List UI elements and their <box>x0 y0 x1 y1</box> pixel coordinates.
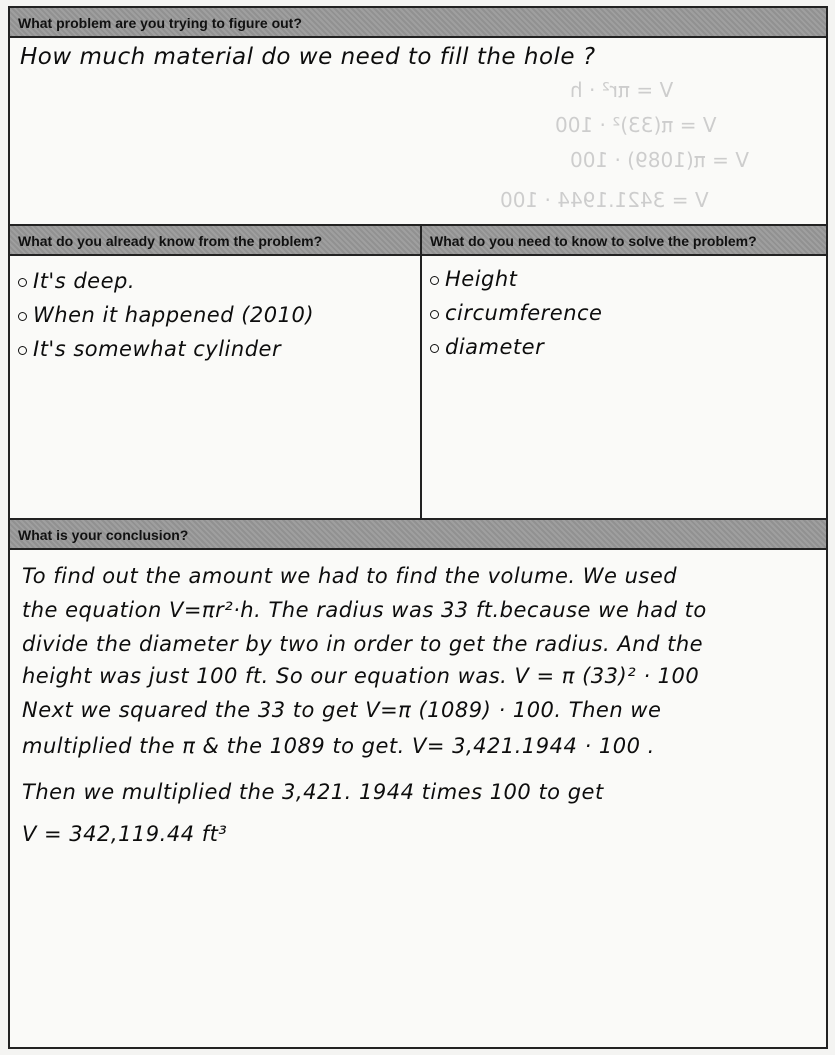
bleed-through-line: V = π(33)² · 100 <box>555 113 717 137</box>
problem-header: What problem are you trying to figure out? <box>10 8 826 38</box>
need-header: What do you need to know to solve the problem? <box>422 226 826 256</box>
bleed-through-line: V = π(1089) · 100 <box>570 148 749 172</box>
list-item: diameter <box>430 330 602 364</box>
list-item: It's somewhat cylinder <box>18 332 314 366</box>
bleed-through-line: V = πr² · h <box>570 78 674 102</box>
list-item: circumference <box>430 296 602 330</box>
conclusion-line: Next we squared the 33 to get V=π (1089) · 100. Then we <box>22 698 662 722</box>
list-item: It's deep. <box>18 264 314 298</box>
conclusion-line: the equation V=πr²·h. The radius was 33 ft.because we had to <box>22 598 707 622</box>
conclusion-line: Then we multiplied the 3,421. 1944 times 100 to get <box>22 780 604 804</box>
conclusion-line: To find out the amount we had to find the volume. We used <box>22 564 678 588</box>
list-item: When it happened (2010) <box>18 298 314 332</box>
conclusion-line: divide the diameter by two in order to get the radius. And the <box>22 632 704 656</box>
need-list <box>430 262 602 364</box>
bleed-through-line: V = 3421.1944 · 100 <box>500 188 709 212</box>
problem-answer: How much material do we need to fill the hole ? <box>20 44 596 70</box>
worksheet <box>8 6 828 1049</box>
conclusion-line: V = 342,119.44 ft³ <box>22 822 228 846</box>
conclusion-header: What is your conclusion? <box>10 520 826 550</box>
known-header: What do you already know from the problem? <box>10 226 420 256</box>
conclusion-line: height was just 100 ft. So our equation was. V = π (33)² · 100 <box>22 664 700 688</box>
conclusion-line: multiplied the π & the 1089 to get. V= 3,421.1944 · 100 . <box>22 734 655 758</box>
known-list <box>18 264 314 366</box>
list-item: Height <box>430 262 602 296</box>
column-divider <box>420 226 422 520</box>
